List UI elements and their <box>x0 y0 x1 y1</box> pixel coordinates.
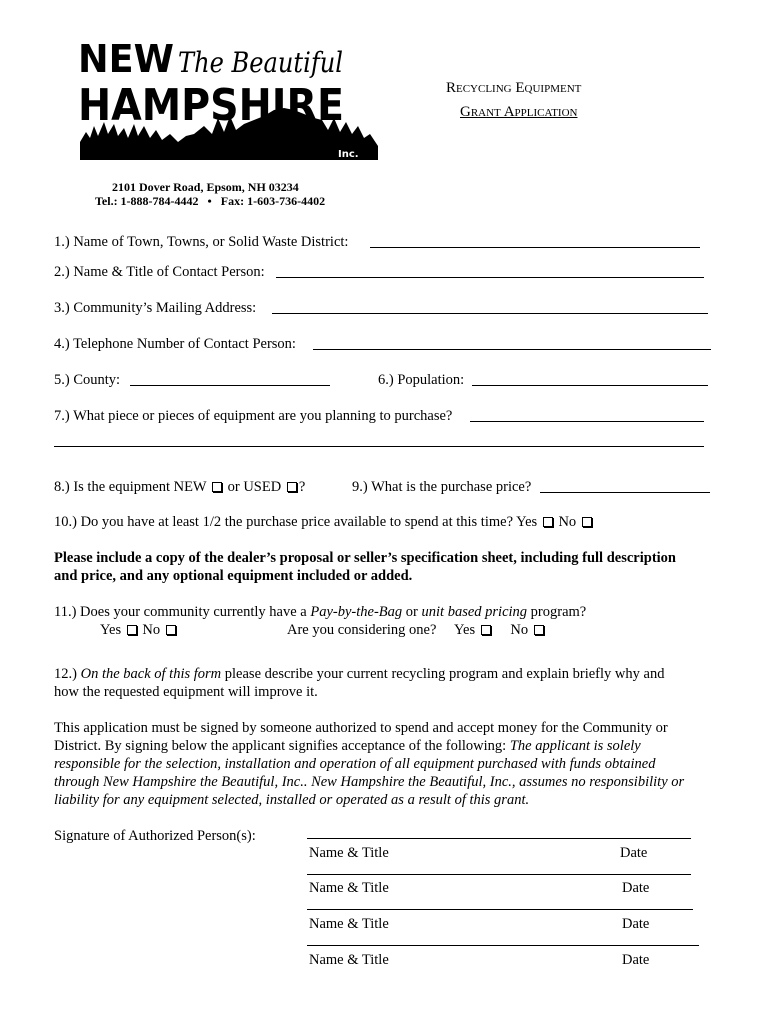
signature-line-3[interactable] <box>307 909 693 910</box>
q4-answer-line[interactable] <box>313 349 711 350</box>
q8-question-mark: ? <box>298 479 306 495</box>
statement-line-2b: The applicant is solely <box>509 738 641 754</box>
new-checkbox[interactable] <box>212 482 222 492</box>
q11-row <box>54 604 586 621</box>
signature-line-4[interactable] <box>307 945 699 946</box>
q9-answer-line[interactable] <box>540 492 710 493</box>
q11-current-options <box>100 622 178 639</box>
statement-line-5: liability for any equipment selected, installed or operated as a result of this grant. <box>54 792 530 808</box>
q7-answer-line-2[interactable] <box>54 446 704 447</box>
used-checkbox[interactable] <box>287 482 297 492</box>
notice-line-1: Please include a copy of the dealer’s proposal or seller’s specification sheet, including full description <box>54 550 676 566</box>
q11-consider-no-label: No <box>510 622 529 638</box>
signature-name-title-2: Name & Title <box>309 880 389 896</box>
q5-label: 5.) County: <box>54 372 121 388</box>
fax-number: Fax: 1-603-736-4402 <box>220 194 326 208</box>
statement-line-3: responsible for the selection, installation and operation of all equipment purchased with funds obtained <box>54 756 656 772</box>
q11-unit-pricing: unit based pricing <box>421 604 528 620</box>
q12-text: please describe your current recycling program and explain briefly why and <box>224 666 665 682</box>
q3-label: 3.) Community’s Mailing Address: <box>54 300 257 316</box>
q11-pay-by-bag: Pay-by-the-Bag <box>310 604 403 620</box>
contact-line <box>95 194 325 209</box>
statement-line-2a: District. By signing below the applicant signifies acceptance of the following: <box>54 738 507 754</box>
signature-label: Signature of Authorized Person(s): <box>54 828 256 844</box>
org-address: 2101 Dover Road, Epsom, NH 03234 <box>112 180 299 194</box>
logo-tagline: The Beautiful <box>178 46 343 79</box>
q11-consider-yes-checkbox[interactable] <box>481 625 491 635</box>
q1-label: 1.) Name of Town, Towns, or Solid Waste District: <box>54 234 349 250</box>
q12-number: 12.) <box>54 666 77 682</box>
q10-yes-checkbox[interactable] <box>543 517 553 527</box>
q12-line-2: how the requested equipment will improve it. <box>54 684 318 700</box>
q11-no-label: No <box>142 622 161 638</box>
form-title-line2: Grant Application <box>460 104 578 120</box>
q12-back-of-form: On the back of this form <box>80 666 222 682</box>
q9-label: 9.) What is the purchase price? <box>352 479 532 495</box>
q2-label: 2.) Name & Title of Contact Person: <box>54 264 265 280</box>
statement-line-2 <box>54 738 641 755</box>
signature-date-1: Date <box>620 845 648 861</box>
q6-label: 6.) Population: <box>378 372 465 388</box>
logo-graphic <box>78 38 380 164</box>
signature-date-4: Date <box>622 952 650 968</box>
q4-label: 4.) Telephone Number of Contact Person: <box>54 336 296 352</box>
logo-inc: Inc. <box>338 149 359 160</box>
q8-used-label: or USED <box>227 479 282 495</box>
q2-answer-line[interactable] <box>276 277 704 278</box>
q11-consider-no-checkbox[interactable] <box>534 625 544 635</box>
form-title-line1: Recycling Equipment <box>446 80 582 96</box>
q11-yes-label: Yes <box>100 622 122 638</box>
signature-name-title-3: Name & Title <box>309 916 389 932</box>
q11-program: program? <box>530 604 587 620</box>
q10-no-label: No <box>558 514 577 530</box>
q10-label: 10.) Do you have at least 1/2 the purchase price available to spend at this time? Yes <box>54 514 538 530</box>
q7-answer-line[interactable] <box>470 421 704 422</box>
signature-name-title-4: Name & Title <box>309 952 389 968</box>
nh-beautiful-logo <box>78 38 380 169</box>
q10-no-checkbox[interactable] <box>582 517 592 527</box>
q11-consider-label: Are you considering one? <box>287 622 437 638</box>
q11-label: 11.) Does your community currently have a <box>54 604 307 620</box>
q10-row <box>54 514 594 531</box>
q11-no-checkbox[interactable] <box>166 625 176 635</box>
q8-row <box>54 479 305 496</box>
q11-consider-row <box>287 622 546 639</box>
logo-word-hampshire: HAMPSHIRE <box>78 80 344 131</box>
statement-line-1: This application must be signed by someone authorized to spend and accept money for the Community or <box>54 720 668 736</box>
q6-answer-line[interactable] <box>472 385 708 386</box>
q7-label: 7.) What piece or pieces of equipment are you planning to purchase? <box>54 408 453 424</box>
phone-number: Tel.: 1-888-784-4442 <box>95 194 199 208</box>
signature-date-3: Date <box>622 916 650 932</box>
q5-answer-line[interactable] <box>130 385 330 386</box>
signature-line-2[interactable] <box>307 874 691 875</box>
q1-answer-line[interactable] <box>370 247 700 248</box>
q8-label: 8.) Is the equipment NEW <box>54 479 207 495</box>
q11-or: or <box>405 604 418 620</box>
bullet-separator: • <box>207 194 212 208</box>
q3-answer-line[interactable] <box>272 313 708 314</box>
signature-date-2: Date <box>622 880 650 896</box>
q12-row <box>54 666 664 683</box>
q11-yes-checkbox[interactable] <box>127 625 137 635</box>
notice-line-2: and price, and any optional equipment included or added. <box>54 568 413 584</box>
statement-line-4: through New Hampshire the Beautiful, Inc.. New Hampshire the Beautiful, Inc., assumes no responsibility or <box>54 774 685 790</box>
logo-word-new: NEW <box>78 38 174 81</box>
q11-consider-yes-label: Yes <box>454 622 476 638</box>
signature-name-title-1: Name & Title <box>309 845 389 861</box>
signature-line-1[interactable] <box>307 838 691 839</box>
